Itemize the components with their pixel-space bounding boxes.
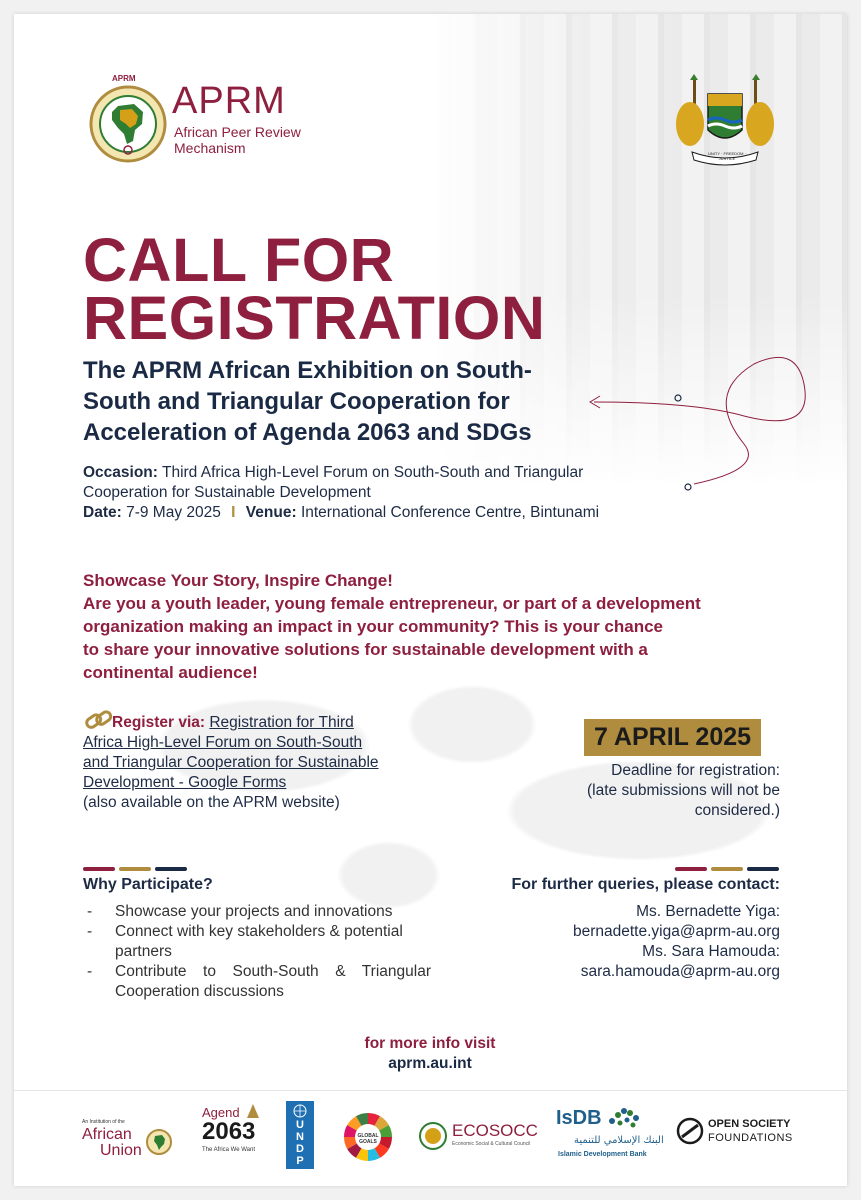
- more-info-url[interactable]: aprm.au.int: [388, 1055, 472, 1072]
- flyer-page: [14, 14, 847, 1186]
- contact-heading: For further queries, please contact:: [511, 876, 780, 893]
- un-emblem-icon: [290, 1104, 310, 1118]
- subtitle-line3: Acceleration of Agenda 2063 and SDGs: [83, 419, 532, 446]
- deadline-date: 7 APRIL 2025: [584, 719, 761, 756]
- coat-of-arms-motto: UNITY · FREEDOM · JUSTICE: [708, 151, 746, 161]
- more-info-label: for more info visit: [364, 1035, 496, 1052]
- isdb-dots-icon: [604, 1103, 644, 1133]
- pitch-line5: continental audience!: [83, 663, 258, 682]
- undp-letter: N: [296, 1131, 304, 1143]
- date-value: 7-9 May 2025: [126, 504, 221, 521]
- undp-logo: [286, 1101, 314, 1169]
- date-venue-line: [83, 503, 723, 523]
- undp-letter: P: [296, 1155, 304, 1167]
- deadline-note-line2: (late submissions will not be: [587, 782, 780, 799]
- registration-link-line4[interactable]: Development - Google Forms: [83, 774, 287, 791]
- undp-letter: U: [296, 1119, 304, 1131]
- ecosocc-emblem-icon: [418, 1121, 448, 1151]
- contact-email2[interactable]: sara.hamouda@aprm-au.org: [580, 963, 780, 980]
- why-list: [83, 902, 431, 1002]
- au-line1: African: [82, 1126, 132, 1143]
- occasion-text1: Third Africa High-Level Forum on South-South and Triangular: [161, 464, 584, 481]
- ecosocc-name: ECOSOCC: [452, 1121, 538, 1140]
- registration-block: [83, 713, 431, 733]
- title-line2: REGISTRATION: [83, 284, 546, 352]
- brand-subtitle-line1: African Peer Review: [174, 124, 301, 140]
- african-union-emblem-icon: [146, 1129, 172, 1155]
- sdg-label: GLOBAL GOALS: [357, 1133, 379, 1145]
- aprm-emblem-icon: [88, 84, 168, 164]
- aprm-emblem-ring-text: APRM: [112, 74, 136, 83]
- deadline-note-line1: Deadline for registration:: [611, 762, 780, 779]
- title-line1: CALL FOR: [83, 226, 395, 294]
- registration-link-line2[interactable]: Africa High-Level Forum on South-South: [83, 734, 363, 751]
- osf-line2: FOUNDATIONS: [708, 1132, 793, 1144]
- occasion-label: Occasion:: [83, 464, 158, 481]
- occasion-text2: Cooperation for Sustainable Development: [83, 484, 371, 501]
- why-heading: Why Participate?: [83, 876, 213, 893]
- divider-bars-left: [83, 858, 191, 876]
- brand-title: APRM: [172, 80, 286, 122]
- osf-line1: OPEN SOCIETY: [708, 1118, 791, 1130]
- isdb-name: IsDB: [556, 1107, 602, 1129]
- venue-label: Venue:: [245, 504, 297, 521]
- agenda-tagline: The Africa We Want: [202, 1147, 256, 1153]
- partner-logos-bar: [14, 1090, 847, 1186]
- registration-link-line1[interactable]: Registration for Third: [209, 714, 354, 731]
- date-venue-separator: I: [231, 504, 236, 521]
- date-label: Date:: [83, 504, 122, 521]
- contact-name2: Ms. Sara Hamouda:: [642, 943, 780, 960]
- occasion-line1: [83, 463, 683, 483]
- isdb-arabic-name: البنك الإسلامي للتنمية: [574, 1135, 664, 1146]
- brand-subtitle-line2: Mechanism: [174, 140, 246, 156]
- why-item: - Contribute to South-South & Triangular Cooperation discussions: [83, 962, 431, 1002]
- pitch-line1: Showcase Your Story, Inspire Change!: [83, 571, 393, 590]
- pitch-line4: to share your innovative solutions for sustainable development with a: [83, 640, 648, 659]
- undp-letter: D: [296, 1143, 304, 1155]
- agenda-triangle-icon: [246, 1103, 260, 1119]
- au-small-text: An Institution of the: [82, 1119, 125, 1125]
- isdb-english-name: Islamic Development Bank: [558, 1151, 647, 1158]
- registration-link-line3[interactable]: and Triangular Cooperation for Sustainable: [83, 754, 379, 771]
- ecosocc-subtitle: Economic Social & Cultural Council: [452, 1141, 531, 1147]
- why-item: - Connect with key stakeholders & potential partners: [83, 922, 431, 962]
- registration-note: (also available on the APRM website): [83, 794, 340, 811]
- osf-emblem-icon: [676, 1117, 704, 1145]
- why-item: - Showcase your projects and innovations: [83, 902, 431, 922]
- register-label: Register via:: [112, 714, 206, 731]
- divider-bars-right: [675, 858, 783, 876]
- agenda-word: Agend: [202, 1105, 240, 1120]
- contact-name1: Ms. Bernadette Yiga:: [636, 903, 780, 920]
- au-line2: Union: [100, 1142, 142, 1159]
- subtitle-line1: The APRM African Exhibition on South-: [83, 357, 532, 384]
- subtitle-line2: South and Triangular Cooperation for: [83, 388, 510, 415]
- venue-value: International Conference Centre, Bintunami: [300, 504, 600, 521]
- agenda-year: 2063: [202, 1118, 256, 1145]
- contact-email1[interactable]: bernadette.yiga@aprm-au.org: [572, 923, 780, 940]
- pitch-line3: organization making an impact in your community? This is your chance: [83, 617, 663, 636]
- deadline-note-line3: considered.): [694, 802, 780, 819]
- pitch-line2: Are you a youth leader, young female entrepreneur, or part of a development: [83, 594, 701, 613]
